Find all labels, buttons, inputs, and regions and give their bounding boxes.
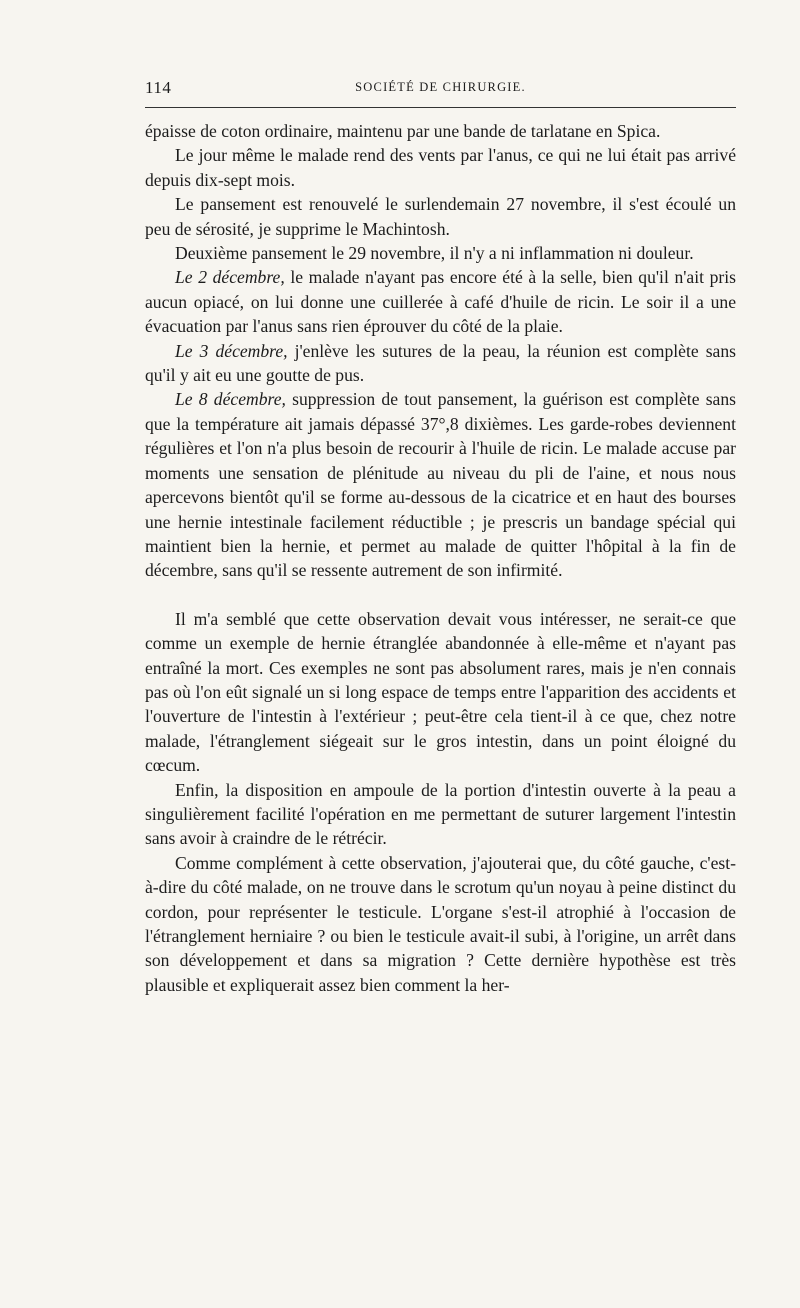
paragraph (145, 192, 736, 241)
paragraph (145, 778, 736, 851)
date-lead: Le 3 décembre, (175, 340, 288, 361)
paragraph (145, 607, 736, 778)
page-header (145, 78, 736, 98)
paragraph (145, 387, 736, 582)
paragraph (145, 241, 736, 265)
page-number: 114 (145, 78, 172, 97)
date-lead: Le 2 décembre, (175, 267, 285, 288)
paragraph-text: le malade n'ayant pas encore été à la selle, bien qu'il n'ait pris aucun opiacé, on lui donne une cuillerée à café d'huile de ricin. Le soir il a une évacuation par l'anus sans rien éprouver du côté de la plaie. (145, 267, 736, 337)
paragraph-text: Comme complément à cette observation, j'ajouterai que, du côté gauche, c'est-à-dire du côté malade, on ne trouve dans le scrotum qu'un noyau à peine distinct du cordon, pour représenter le testicule. L'organe s'est-il atrophié à l'occasion de l'étranglement herniaire ? ou bien le testicule avait-il subi, à l'origine, un arrêt dans son développement et dans sa migration ? Cette dernière hypothèse est très plausible et expliquerait assez bien comment la her- (145, 852, 736, 995)
paragraph-text: Le pansement est renouvelé le surlendemain 27 novembre, il s'est écoulé un peu de sérosité, je supprime le Machintosh. (145, 194, 736, 239)
body-text (145, 119, 736, 997)
paragraph (145, 143, 736, 192)
paragraph-text: suppression de tout pansement, la guérison est complète sans que la température ait jamais dépassé 37°,8 dixièmes. Les garde-robes deviennent régulières et l'on n'a plus besoin de recourir à l'huile de ricin. Le malade accuse par moments une sensation de plénitude au niveau du pli de l'aine, et nous nous apercevons bientôt qu'il se forme au-dessous de la cicatrice et en haut des bourses une hernie intestinale facilement réductible ; je prescris un bandage spécial qui maintient bien la hernie, et permet au malade de quitter l'hôpital à la fin de décembre, sans qu'il se ressente autrement de son infirmité. (145, 389, 736, 581)
running-title: SOCIÉTÉ DE CHIRURGIE. (355, 80, 526, 94)
paragraph (145, 851, 736, 997)
paragraph-text: j'enlève les sutures de la peau, la réunion est complète sans qu'il y ait eu une goutte de pus. (145, 340, 736, 386)
paragraph (145, 119, 736, 143)
paragraph-text: Enfin, la disposition en ampoule de la portion d'intestin ouverte à la peau a singulièrement facilité l'opération en me permettant de suturer largement l'intestin sans avoir à craindre de le rétrécir. (145, 779, 736, 849)
paragraph-text: épaisse de coton ordinaire, maintenu par une bande de tarlatane en Spica. (145, 121, 661, 141)
paragraph-text: Le jour même le malade rend des vents par l'anus, ce qui ne lui était pas arrivé depuis dix-sept mois. (145, 145, 736, 190)
paragraph-text: Il m'a semblé que cette observation devait vous intéresser, ne serait-ce que comme un exemple de hernie étranglée abandonnée à elle-même et n'ayant pas entraîné la mort. Ces exemples ne sont pas absolument rares, mais je n'en connais pas où l'on eût signalé un si long espace de temps entre l'apparition des accidents et l'ouverture de l'intestin à l'extérieur ; peut-être cela tient-il à ce que, chez notre malade, l'étranglement siégeait sur le gros intestin, dans un point éloigné du cœcum. (145, 608, 736, 776)
date-lead: Le 8 décembre, (175, 389, 286, 410)
paragraph (145, 339, 736, 388)
document-page (145, 78, 736, 997)
header-rule (145, 107, 736, 108)
paragraph-text: Deuxième pansement le 29 novembre, il n'y a ni inflammation ni douleur. (175, 243, 694, 264)
paragraph (145, 265, 736, 338)
